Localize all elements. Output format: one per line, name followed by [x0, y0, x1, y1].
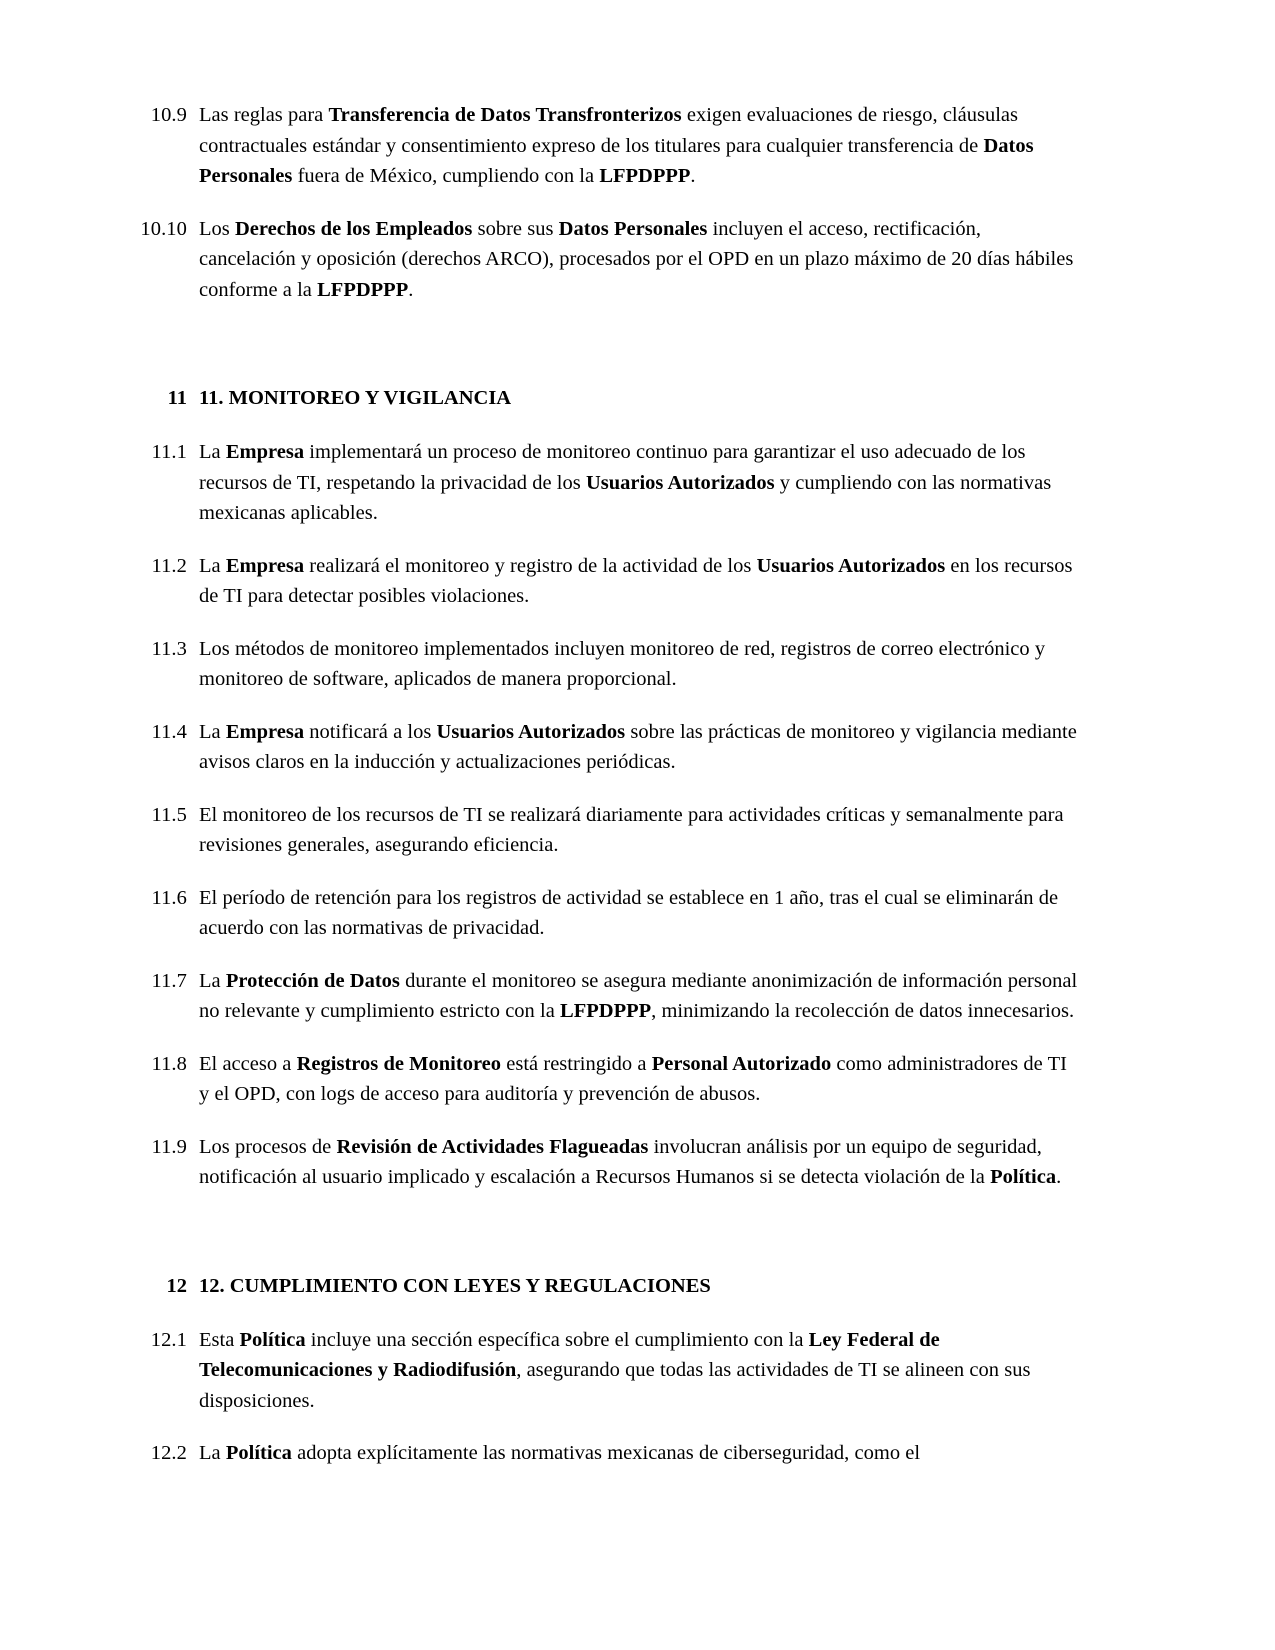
- section-heading-title: 12. CUMPLIMIENTO CON LEYES Y REGULACIONES: [199, 1274, 711, 1297]
- clause-text: [187, 966, 1080, 1027]
- section-spacer: [125, 327, 1080, 383]
- clause-term-bold: Datos Personales: [558, 217, 708, 240]
- clause-text-run: , asegurando que todas las actividades de TI se alineen con sus disposiciones.: [199, 1359, 1031, 1412]
- clause: [125, 883, 1080, 944]
- clause-text-run: La: [199, 441, 226, 463]
- clause-text: [187, 214, 1080, 306]
- clause-number: 11.5: [151, 803, 187, 826]
- clause-term-bold: Ley Federal de Telecomunicaciones y Radiodifusión: [199, 1328, 940, 1381]
- clause: [125, 1325, 1080, 1417]
- clause-text: [187, 883, 1080, 944]
- section-heading: [125, 383, 1080, 413]
- clause-term-bold: Empresa: [225, 441, 305, 463]
- clause-number: 11.1: [151, 441, 187, 463]
- clause: [125, 1049, 1080, 1110]
- clause-text-run: La: [199, 1442, 226, 1464]
- clause-text-run: Las reglas para: [199, 104, 329, 126]
- clause-text: [187, 437, 1080, 529]
- clause: [125, 800, 1080, 861]
- clause-text-run: La: [199, 554, 226, 577]
- clause-term-bold: Transferencia de Datos Transfronterizos: [328, 104, 682, 126]
- clause-term-bold: Política: [239, 1328, 306, 1351]
- clause-text-run: .: [408, 278, 414, 301]
- clause-text-run: El monitoreo de los recursos de TI se realizará diariamente para actividades críticas y semanalmente para revisiones generales, asegurando eficiencia.: [199, 803, 1064, 856]
- clause-text: [187, 634, 1080, 695]
- clause-text-run: fuera de México, cumpliendo con la: [292, 165, 600, 187]
- clause-text-run: sobre sus: [472, 217, 559, 240]
- clause-text-run: La: [199, 720, 226, 743]
- clause-text-run: implementará un proceso de monitoreo continuo para garantizar el uso adecuado de los recursos de TI, respetando la privacidad de los: [199, 441, 1026, 494]
- clause-number: 11.2: [151, 554, 187, 577]
- section-heading-title: 11. MONITOREO Y VIGILANCIA: [199, 387, 512, 409]
- clause-text-run: La: [199, 969, 226, 992]
- clause: [125, 100, 1080, 192]
- clause: [125, 717, 1080, 778]
- clause-term-bold: Datos Personales: [199, 134, 1034, 187]
- clause-text-run: sobre las prácticas de monitoreo y vigilancia mediante avisos claros en la inducción y actualizaciones periódicas.: [199, 720, 1077, 773]
- clause-text-run: incluye una sección específica sobre el cumplimiento con la: [305, 1328, 809, 1351]
- clause-text: [187, 1049, 1080, 1110]
- clause-term-bold: Protección de Datos: [225, 969, 400, 992]
- clause: [125, 966, 1080, 1027]
- clause-term-bold: Revisión de Actividades Flagueadas: [336, 1135, 649, 1158]
- clause-number: 11.4: [151, 720, 187, 743]
- clause-text-run: adopta explícitamente las normativas mexicanas de ciberseguridad, como el: [291, 1442, 921, 1464]
- document-body: [125, 100, 1080, 1491]
- clause-text: [187, 800, 1080, 861]
- clause-text: [187, 1132, 1080, 1193]
- clause-term-bold: LFPDPPP: [560, 1000, 652, 1022]
- clause-term-bold: Usuarios Autorizados: [756, 554, 946, 577]
- clause-text-run: .: [690, 165, 696, 187]
- clause-number: 11.8: [151, 1052, 187, 1075]
- clause-text-run: Esta: [199, 1328, 240, 1351]
- clause-text-run: , minimizando la recolección de datos innecesarios.: [651, 1000, 1075, 1022]
- clause-number: 11.3: [151, 637, 187, 660]
- section-spacer: [125, 1215, 1080, 1271]
- clause-term-bold: Derechos de los Empleados: [234, 217, 473, 240]
- clause: [125, 214, 1080, 306]
- clause-text-run: y cumpliendo con las normativas mexicanas aplicables.: [199, 471, 1052, 524]
- clause-number: 12.2: [150, 1442, 187, 1464]
- clause-text-run: incluyen el acceso, rectificación, cancelación y oposición (derechos ARCO), procesados por el OPD en un plazo máximo de 20 días hábiles conforme a la: [199, 217, 1074, 301]
- clause-text: [187, 717, 1080, 778]
- clause-term-bold: Usuarios Autorizados: [585, 471, 775, 494]
- clause-text-run: El acceso a: [199, 1052, 297, 1075]
- clause-term-bold: LFPDPPP: [599, 165, 691, 187]
- section-heading-number: 11: [167, 387, 187, 409]
- clause-text: [187, 100, 1080, 192]
- clause-term-bold: Registros de Monitoreo: [296, 1052, 502, 1075]
- clause-number: 10.10: [140, 217, 187, 240]
- section-heading-number: 12: [166, 1274, 187, 1297]
- clause-text: [187, 551, 1080, 612]
- clause: [125, 437, 1080, 529]
- clause-number: 11.9: [151, 1135, 187, 1158]
- section-heading: [125, 1271, 1080, 1301]
- clause-text-run: Los métodos de monitoreo implementados incluyen monitoreo de red, registros de correo electrónico y monitoreo de software, aplicados de manera proporcional.: [199, 637, 1046, 690]
- clause-number: 11.7: [151, 969, 187, 992]
- clause-text: [187, 1325, 1080, 1417]
- clause-text-run: está restringido a: [501, 1052, 652, 1075]
- clause-term-bold: Política: [990, 1166, 1057, 1188]
- clause-text-run: como administradores de TI y el OPD, con logs de acceso para auditoría y prevención de abusos.: [199, 1052, 1067, 1105]
- clause-number: 10.9: [150, 104, 187, 126]
- clause: [125, 634, 1080, 695]
- clause-term-bold: Política: [225, 1442, 292, 1464]
- clause-term-bold: Personal Autorizado: [651, 1052, 832, 1075]
- clause-number: 11.6: [151, 886, 187, 909]
- clause-text-run: durante el monitoreo se asegura mediante anonimización de información personal no relevante y cumplimiento estricto con la: [199, 969, 1078, 1022]
- clause-text-run: en los recursos de TI para detectar posibles violaciones.: [199, 554, 1073, 607]
- clause-text-run: involucran análisis por un equipo de seguridad, notificación al usuario implicado y escalación a Recursos Humanos si se detecta violación de la: [199, 1135, 1042, 1188]
- clause: [125, 551, 1080, 612]
- clause-text-run: Los: [199, 217, 235, 240]
- clause-text-run: notificará a los: [304, 720, 437, 743]
- clause-number: 12.1: [150, 1328, 187, 1351]
- clause-term-bold: Empresa: [225, 720, 305, 743]
- clause-text: [187, 1438, 1080, 1469]
- clause-text-run: exigen evaluaciones de riesgo, cláusulas contractuales estándar y consentimiento expreso de los titulares para cualquier transferencia de: [199, 104, 1018, 157]
- clause-text-run: .: [1056, 1166, 1062, 1188]
- clause-text-run: realizará el monitoreo y registro de la actividad de los: [304, 554, 757, 577]
- clause: [125, 1132, 1080, 1193]
- clause-term-bold: LFPDPPP: [317, 278, 409, 301]
- clause-term-bold: Empresa: [225, 554, 305, 577]
- clause-term-bold: Usuarios Autorizados: [436, 720, 626, 743]
- clause-text-run: Los procesos de: [199, 1135, 337, 1158]
- clause: [125, 1438, 1080, 1469]
- clause-text-run: El período de retención para los registros de actividad se establece en 1 año, tras el cual se eliminarán de acuerdo con las normativas de privacidad.: [199, 886, 1059, 939]
